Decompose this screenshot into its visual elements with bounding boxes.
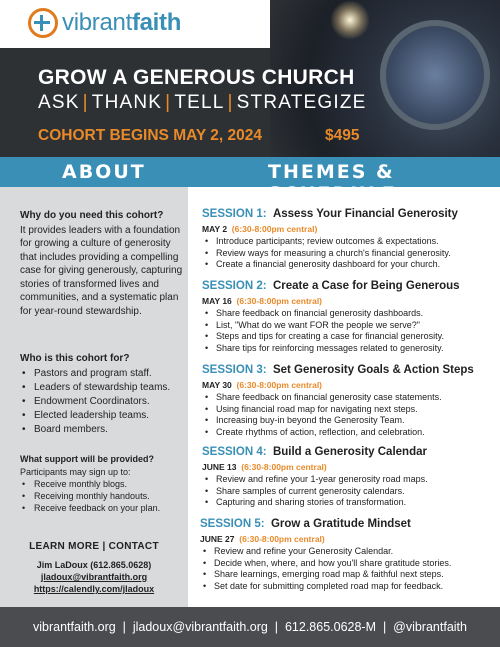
list-item: • Capturing and sharing stories of transformation. [202, 497, 498, 509]
price: $495 [325, 127, 360, 144]
list-item: • Introduce participants; review outcomes & expectations. [202, 236, 498, 248]
session-title: SESSION 2: Create a Case for Being Generous [202, 280, 460, 292]
list-item: • Review and refine your Generosity Calendar. [200, 546, 496, 558]
why-section [20, 209, 185, 318]
session-title: SESSION 4: Build a Generosity Calendar [202, 446, 427, 458]
list-item: • Steps and tips for creating a case for financial generosity. [202, 331, 498, 343]
why-text: It provides leaders with a foundation for growing a culture of generosity that includes providing a compelling case for giving generously, capturing stories of transformed lives and communities, and a systematic plan for year-round stewardship. [20, 224, 183, 317]
list-item: • Using financial road map for navigating next steps. [202, 404, 498, 416]
footer-text: vibrantfaith.org | jladoux@vibrantfaith.org | 612.865.0628-M | @vibrantfaith [33, 620, 467, 634]
support-heading: What support will be provided? [20, 454, 154, 464]
list-item: • Set date for submitting completed road map for feedback. [200, 581, 496, 593]
session-4 [202, 447, 498, 509]
list-item: • Decide when, where, and how you'll share gratitude stories. [200, 558, 496, 570]
list-item: • Receive monthly blogs. [20, 478, 185, 490]
session-title: SESSION 3: Set Generosity Goals & Action Steps [202, 364, 474, 376]
session-title: SESSION 5: Grow a Gratitude Mindset [200, 518, 411, 530]
vibrantfaith-logo [28, 6, 181, 40]
subtitle-strategize: STRATEGIZE [236, 92, 367, 113]
page-title: GROW A GENEROUS CHURCH [38, 66, 355, 89]
list-item: • Share feedback on financial generosity dashboards. [202, 308, 498, 320]
schedule-column [188, 187, 500, 607]
session-date: MAY 30 (6:30-8:00pm central) [202, 379, 323, 390]
footer-contact-bar [0, 607, 500, 647]
subtitle-ask: ASK [38, 92, 80, 113]
about-column [0, 187, 188, 607]
list-item: • Share tips for reinforcing messages related to generosity. [202, 343, 498, 355]
list-item: • Create rhythms of action, reflection, and celebration. [202, 427, 498, 439]
list-item: • Endowment Coordinators. [20, 395, 185, 409]
session-date: JUNE 27 (6:30-8:00pm central) [200, 533, 325, 544]
header [0, 0, 500, 157]
who-section [20, 352, 185, 437]
session-1 [202, 209, 498, 271]
cross-circle-icon [28, 8, 58, 38]
session-5 [200, 519, 496, 592]
subtitle-thank: THANK [91, 92, 163, 113]
logo-text: vibrantfaith [62, 9, 182, 36]
list-item: • Share samples of current generosity calendars. [202, 486, 498, 498]
themes-heading: THEMES & [268, 161, 395, 183]
subtitle-tell: TELL [174, 92, 225, 113]
list-item: • Review and refine your 1-year generosity road maps. [202, 474, 498, 486]
cohort-date: COHORT BEGINS MAY 2, 2024 [38, 127, 262, 144]
support-section [20, 453, 185, 514]
list-item: • Review ways for measuring a church's financial generosity. [202, 248, 498, 260]
why-heading: Why do you need this cohort? [20, 210, 164, 221]
who-list [20, 367, 185, 437]
support-list [20, 478, 185, 514]
subtitle: ASK | THANK | TELL | STRATEGIZE [38, 92, 367, 113]
list-item: • List, "What do we want FOR the people we serve?" [202, 320, 498, 332]
contact-heading: LEARN MORE | CONTACT [29, 541, 159, 552]
session-2 [202, 281, 498, 354]
session-date: MAY 2 (6:30-8:00pm central) [202, 223, 318, 234]
list-item: • Elected leadership teams. [20, 409, 185, 423]
list-item: • Pastors and program staff. [20, 367, 185, 381]
contact-section [0, 541, 188, 595]
list-item: • Share learnings, emerging road map & faithful next steps. [200, 569, 496, 581]
section-banner [0, 157, 500, 187]
support-intro: Participants may sign up to: [20, 467, 131, 477]
about-heading: ABOUT [62, 161, 146, 183]
session-date: JUNE 13 (6:30-8:00pm central) [202, 461, 327, 472]
calendly-link[interactable]: https://calendly.com/jladoux [33, 584, 155, 594]
session-title: SESSION 1: Assess Your Financial Generosity [202, 208, 458, 220]
list-item: • Create a financial generosity dashboard for your church. [202, 259, 498, 271]
session-3 [202, 365, 498, 438]
list-item: • Receiving monthly handouts. [20, 490, 185, 502]
contact-name: Jim LaDoux (612.865.0628) [36, 560, 152, 570]
list-item: • Increasing buy-in beyond the Generosity Team. [202, 415, 498, 427]
light-glow [330, 0, 370, 40]
who-heading: Who is this cohort for? [20, 353, 130, 364]
session-date: MAY 16 (6:30-8:00pm central) [202, 295, 323, 306]
list-item: • Share feedback on financial generosity case statements. [202, 392, 498, 404]
list-item: • Board members. [20, 423, 185, 437]
compass-dial [380, 20, 490, 130]
list-item: • Receive feedback on your plan. [20, 502, 185, 514]
list-item: • Leaders of stewardship teams. [20, 381, 185, 395]
contact-email-link[interactable]: jladoux@vibrantfaith.org [40, 572, 148, 582]
